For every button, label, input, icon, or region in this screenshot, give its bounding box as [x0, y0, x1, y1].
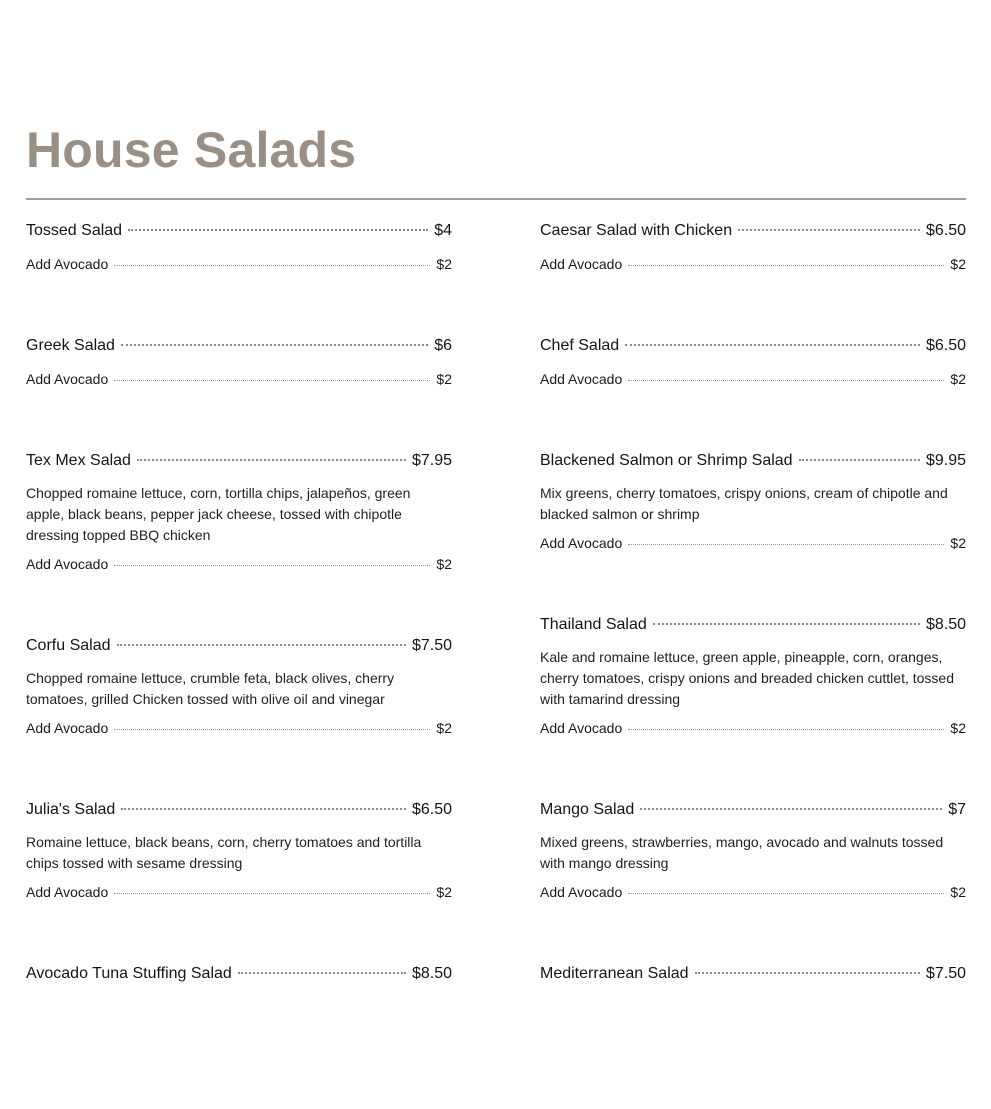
menu-item-header: [26, 449, 452, 473]
addon-label: Add Avocado: [540, 371, 623, 387]
menu-item: [26, 219, 452, 274]
menu-item-price: $6.50: [411, 801, 452, 818]
menu-item-price: $7: [948, 801, 966, 818]
menu-item-price: $4: [434, 222, 452, 239]
dot-leader: [628, 380, 944, 381]
dot-leader: [114, 380, 430, 381]
menu-item: [540, 613, 966, 738]
addon-line: [26, 254, 452, 274]
dot-leader: [653, 623, 920, 625]
menu-item-header: [540, 798, 966, 822]
menu-item-price: $6.50: [925, 222, 966, 239]
dot-leader: [117, 644, 406, 646]
menu-item-price: $8.50: [411, 965, 452, 982]
menu-item-name: Greek Salad: [26, 337, 115, 354]
addon-price: $2: [436, 884, 452, 900]
dot-leader: [114, 265, 430, 266]
menu-item: [540, 962, 966, 986]
addon-price: $2: [436, 720, 452, 736]
menu-item: [26, 634, 452, 738]
dot-leader: [628, 729, 944, 730]
addon-line: [26, 369, 452, 389]
menu-item-name: Mediterranean Salad: [540, 965, 689, 982]
dot-leader: [625, 344, 920, 346]
menu-item-description: Mix greens, cherry tomatoes, crispy onions, cream of chipotle and blacked salmon or shrimp: [540, 485, 948, 522]
dot-leader: [114, 893, 430, 894]
dot-leader: [628, 544, 944, 545]
menu-item-name: Corfu Salad: [26, 637, 111, 654]
dot-leader: [137, 459, 406, 461]
menu-item-price: $6: [434, 337, 452, 354]
menu-item-header: [540, 334, 966, 358]
menu-item-name: Tex Mex Salad: [26, 452, 131, 469]
addon-price: $2: [436, 371, 452, 387]
addon-price: $2: [950, 720, 966, 736]
addon-line: [26, 718, 452, 738]
addon-label: Add Avocado: [26, 556, 109, 572]
menu-item: [540, 334, 966, 389]
dot-leader: [628, 265, 944, 266]
menu-item: [540, 449, 966, 553]
addon-label: Add Avocado: [540, 256, 623, 272]
menu-item-name: Blackened Salmon or Shrimp Salad: [540, 452, 793, 469]
addon-label: Add Avocado: [540, 884, 623, 900]
addon-label: Add Avocado: [540, 535, 623, 551]
menu-item: [540, 219, 966, 274]
addon-line: [540, 369, 966, 389]
addon-price: $2: [950, 535, 966, 551]
title-divider: [26, 198, 966, 200]
menu-item: [26, 962, 452, 986]
dot-leader: [114, 565, 430, 566]
menu-item-price: $7.95: [411, 452, 452, 469]
menu-item-price: $7.50: [411, 637, 452, 654]
addon-label: Add Avocado: [26, 371, 109, 387]
menu-item-name: Chef Salad: [540, 337, 620, 354]
page-title: House Salads: [26, 122, 357, 178]
menu-item-price: $8.50: [925, 616, 966, 633]
menu-item-header: [26, 219, 452, 243]
menu-column-right: [540, 219, 966, 986]
dot-leader: [628, 893, 944, 894]
addon-line: [540, 533, 966, 553]
addon-label: Add Avocado: [26, 256, 109, 272]
menu-item-name: Avocado Tuna Stuffing Salad: [26, 965, 232, 982]
menu-item-header: [540, 613, 966, 637]
menu-item-name: Mango Salad: [540, 801, 635, 818]
menu-item-description: Chopped romaine lettuce, corn, tortilla chips, jalapeños, green apple, black beans, pepper jack cheese, tossed with chipotle dressing topped BBQ chicken: [26, 485, 411, 543]
addon-line: [540, 254, 966, 274]
dot-leader: [640, 808, 942, 810]
addon-price: $2: [436, 556, 452, 572]
menu-item-name: Caesar Salad with Chicken: [540, 222, 733, 239]
addon-price: $2: [950, 884, 966, 900]
dot-leader: [114, 729, 430, 730]
menu-item-description: Chopped romaine lettuce, crumble feta, black olives, cherry tomatoes, grilled Chicken tossed with olive oil and vinegar: [26, 670, 395, 707]
menu-item-description: Romaine lettuce, black beans, corn, cherry tomatoes and tortilla chips tossed with sesame dressing: [26, 834, 422, 871]
addon-line: [26, 882, 452, 902]
menu-item: [26, 798, 452, 902]
menu-item-description: Kale and romaine lettuce, green apple, pineapple, corn, oranges, cherry tomatoes, crispy onions and breaded chicken cuttlet, tossed with tamarind dressing: [540, 649, 954, 707]
dot-leader: [238, 972, 406, 974]
menu-item-price: $6.50: [925, 337, 966, 354]
menu-item: [26, 334, 452, 389]
menu-item: [26, 449, 452, 574]
menu-item-header: [540, 219, 966, 243]
menu-column-left: [26, 219, 452, 986]
dot-leader: [695, 972, 920, 974]
menu-item-price: $7.50: [925, 965, 966, 982]
dot-leader: [121, 344, 428, 346]
addon-label: Add Avocado: [26, 884, 109, 900]
addon-price: $2: [950, 371, 966, 387]
addon-line: [540, 882, 966, 902]
menu-item-name: Tossed Salad: [26, 222, 123, 239]
menu-item-header: [26, 798, 452, 822]
addon-label: Add Avocado: [540, 720, 623, 736]
addon-line: [26, 554, 452, 574]
menu-item-header: [540, 962, 966, 986]
menu-item: [540, 798, 966, 902]
menu-item-header: [540, 449, 966, 473]
menu-item-header: [26, 634, 452, 658]
addon-price: $2: [950, 256, 966, 272]
menu-item-description: Mixed greens, strawberries, mango, avocado and walnuts tossed with mango dressing: [540, 834, 944, 871]
menu-item-price: $9.95: [925, 452, 966, 469]
menu-item-header: [26, 962, 452, 986]
addon-label: Add Avocado: [26, 720, 109, 736]
menu-item-name: Thailand Salad: [540, 616, 647, 633]
menu-item-header: [26, 334, 452, 358]
dot-leader: [121, 808, 406, 810]
menu-item-name: Julia's Salad: [26, 801, 116, 818]
dot-leader: [799, 459, 920, 461]
dot-leader: [128, 229, 428, 231]
addon-line: [540, 718, 966, 738]
addon-price: $2: [436, 256, 452, 272]
dot-leader: [738, 229, 920, 231]
